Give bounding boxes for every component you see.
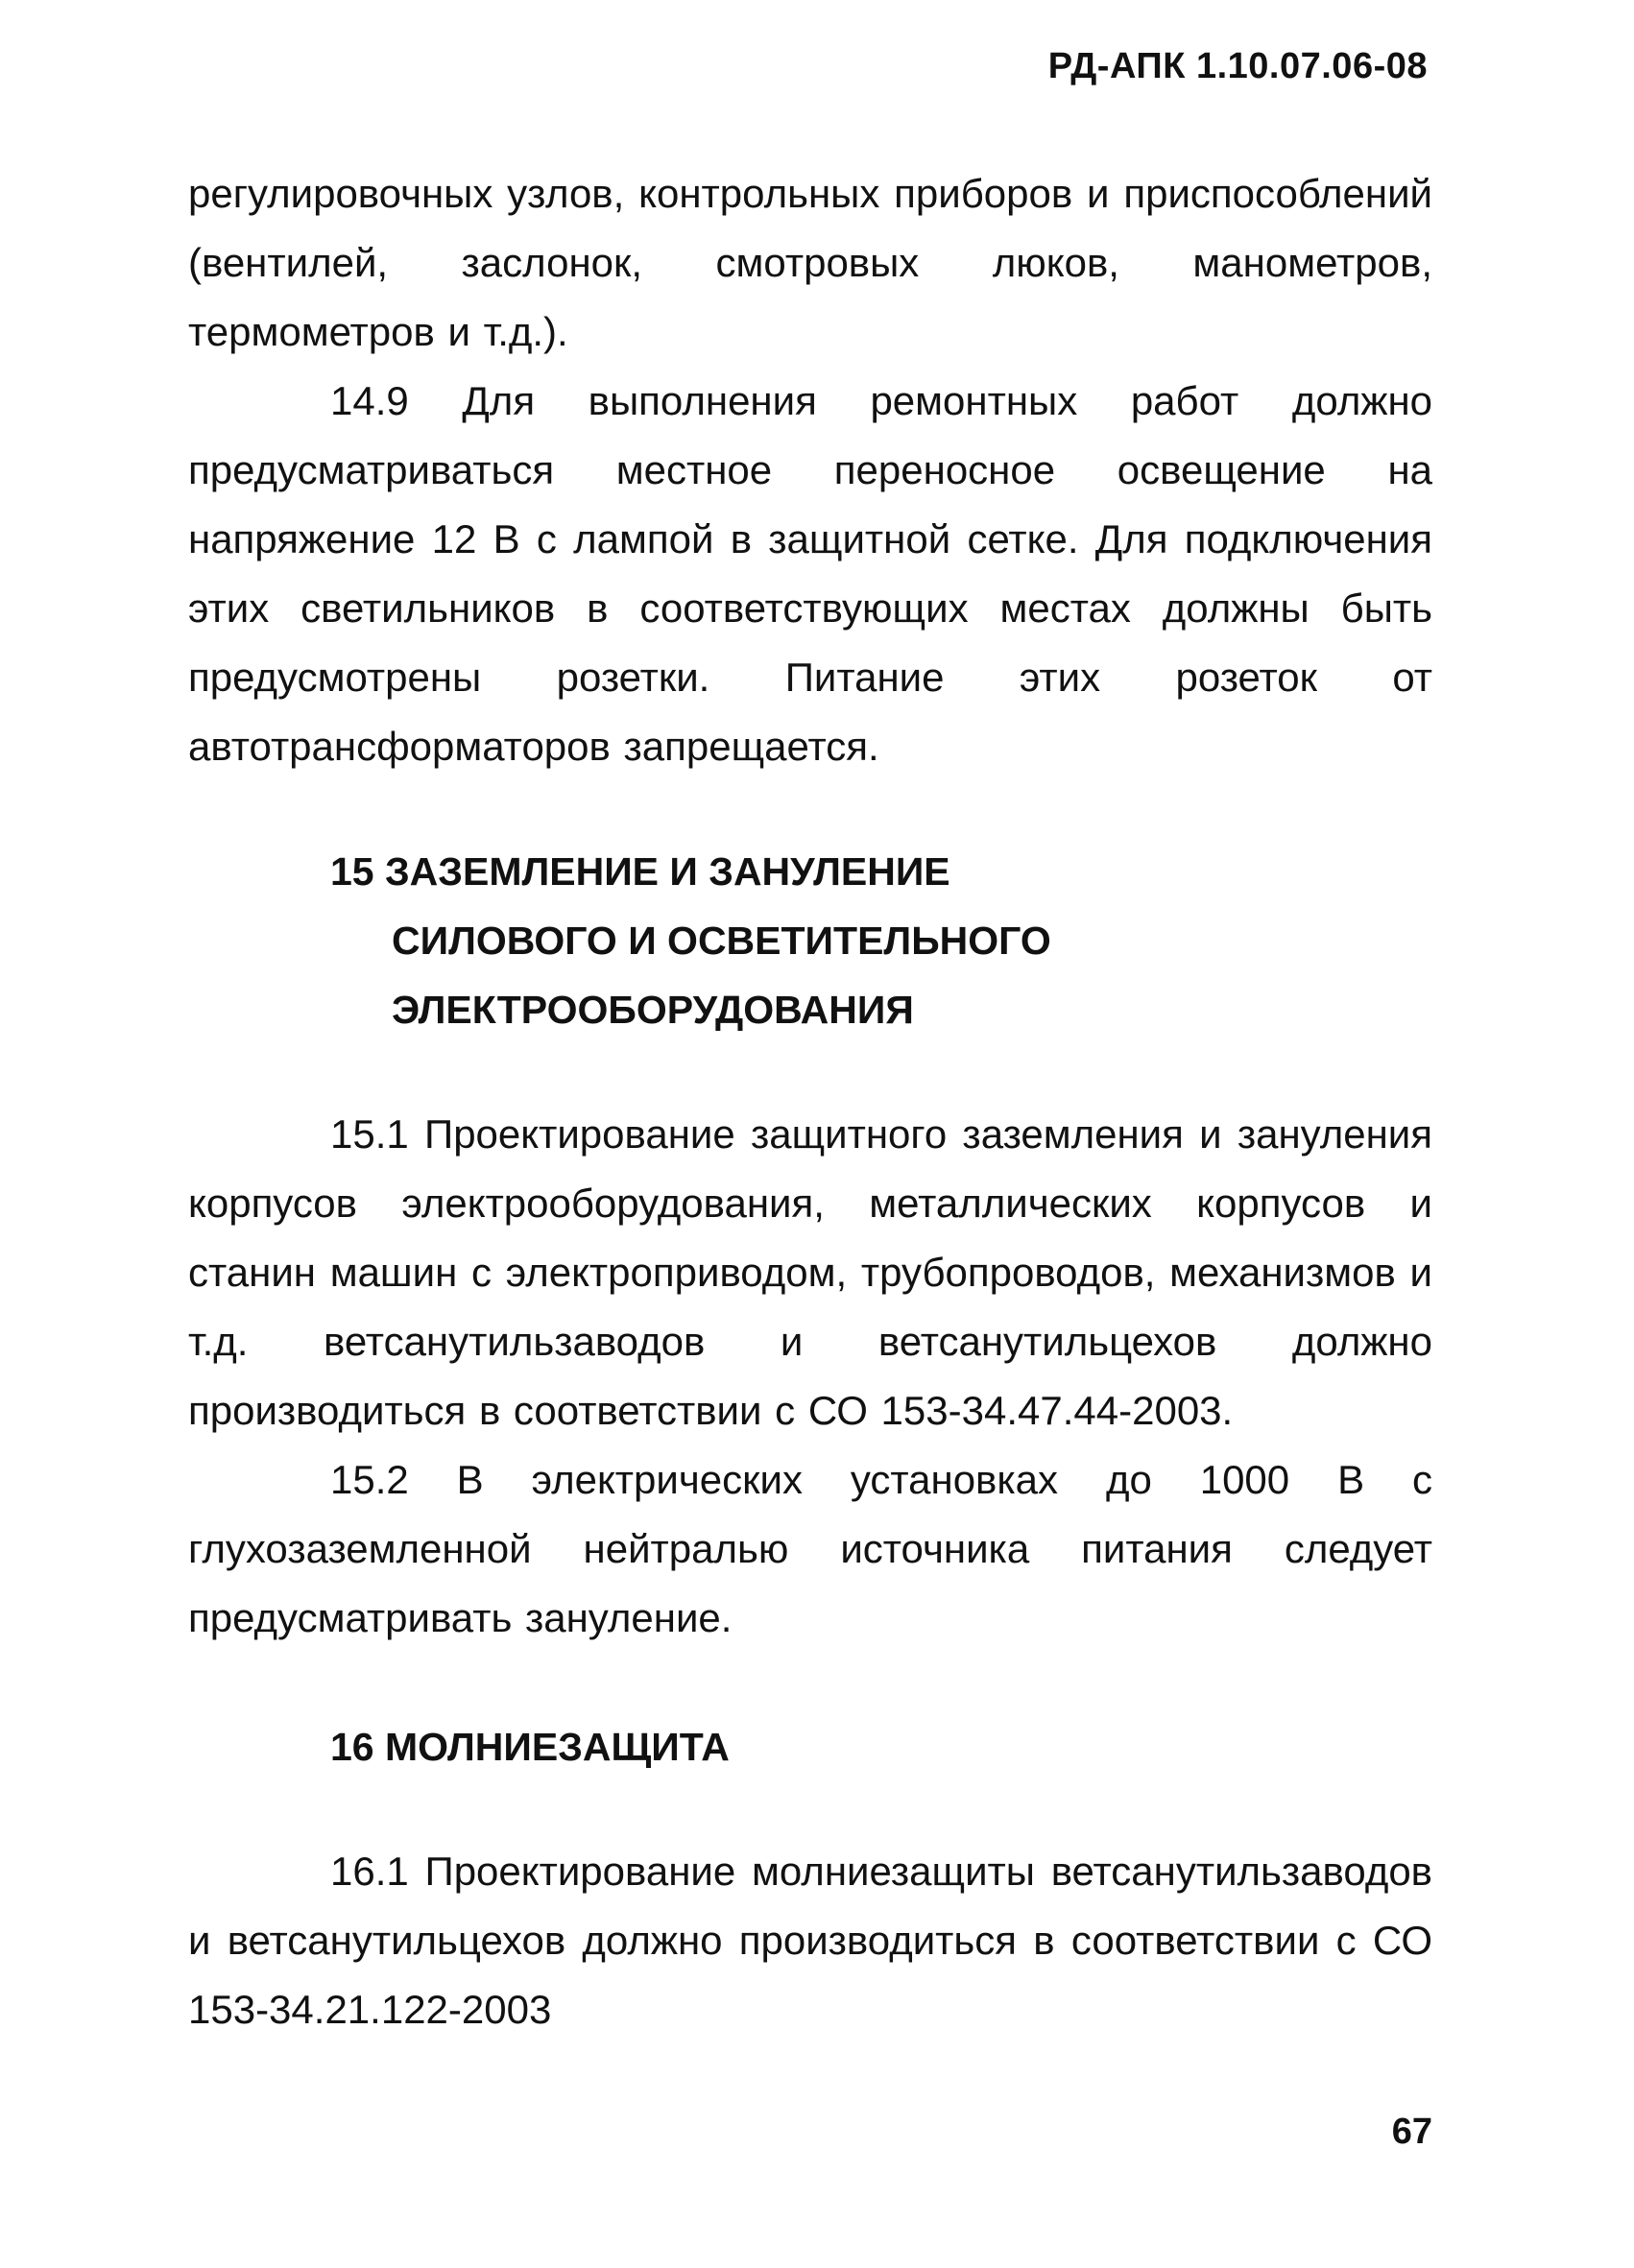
paragraph-15-1: 15.1 Проектирование защитного заземления и зануления корпусов электрооборудования, металлических корпусов и станин машин с электроприводом, трубопроводов, механизмов и т.д. ветсанутильзаводов и ветсанутильцехов должно производиться в соответствии с СО 153-34.47.44-2003.: [188, 1111, 1432, 1433]
page-number: 67: [1391, 2112, 1432, 2152]
paragraph-15-2: 15.2 В электрических установках до 1000 В с глухозаземленной нейтралью источника питания следует предусматривать зануление.: [188, 1457, 1432, 1640]
section-15-title: [188, 837, 1432, 1044]
paragraph-14-8-continuation: регулировочных узлов, контрольных приборов и приспособлений (вентилей, заслонок, смотровых люков, манометров, термометров и т.д.).: [188, 171, 1432, 354]
paragraph-14-9: 14.9 Для выполнения ремонтных работ должно предусматриваться местное переносное освещение на напряжение 12 В с лампой в защитной сетке. Для подключения этих светильников в соответствующих местах должны быть предусмотрены розетки. Питание этих розеток от автотрансформаторов запрещается.: [188, 378, 1432, 769]
section-16-title-text: 16 МОЛНИЕЗАЩИТА: [330, 1725, 730, 1769]
paragraph-16-1: 16.1 Проектирование молниезащиты ветсанутильзаводов и ветсанутильцехов должно производиться в соответствии с СО 153-34.21.122-2003: [188, 1849, 1432, 2032]
section-15-title-line-2: СИЛОВОГО И ОСВЕТИТЕЛЬНОГО: [392, 919, 1051, 963]
section-15-title-line-3: ЭЛЕКТРООБОРУДОВАНИЯ: [392, 988, 914, 1032]
document-code-header: РД-АПК 1.10.07.06-08: [1047, 46, 1428, 86]
page-content: [188, 159, 1432, 2044]
section-15-title-line-1: 15 ЗАЗЕМЛЕНИЕ И ЗАНУЛЕНИЕ: [330, 849, 950, 894]
section-16-title: [188, 1712, 1432, 1781]
